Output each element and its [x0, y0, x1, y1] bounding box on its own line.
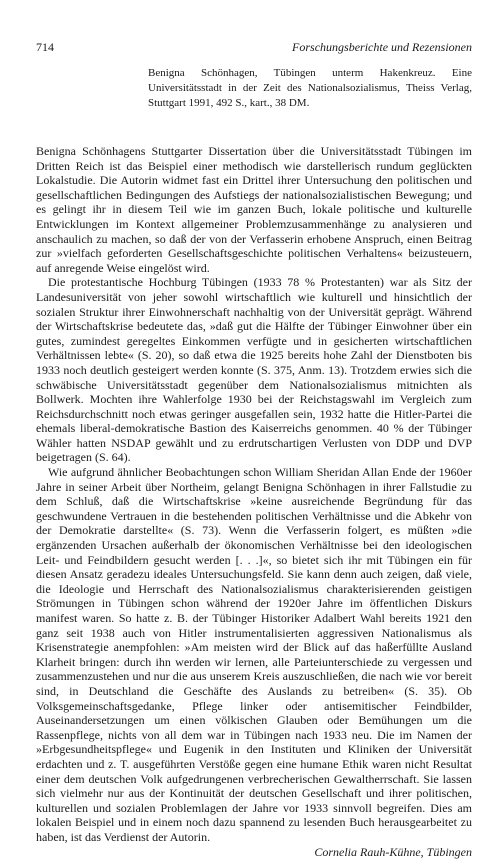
review-body: [36, 144, 472, 859]
bibliographic-entry: Benigna Schönhagen, Tübingen unterm Hakenkreuz. Eine Universitätsstadt in der Zeit des Nationalsozialismus, Theiss Verlag, Stuttgart 1991, 492 S., kart., 38 DM.: [148, 66, 472, 111]
paragraph-1: Benigna Schönhagens Stuttgarter Dissertation über die Universitätsstadt Tübingen im Dritten Reich ist das Beispiel einer methodisch wie darstellerisch rundum geglückten Lokalstudie. Die Autorin widmet fast ein Drittel ihrer Untersuchung den politischen und gesellschaftlichen Bedingungen des Aufstiegs der nationalsozialistischen Bewegung; und es gelingt ihr in diesem Teil wie im ganzen Buch, lokale politische und kulturelle Entwicklungen im Kontext allgemeiner Problemzusammenhänge zu analysieren und anschaulich zu machen, so daß der von der Verfasserin erhobene Anspruch, einen Beitrag zur »vielfach geforderten Gesellschaftsgeschichte politischen Verhaltens« beizusteuern, auf anregende Weise eingelöst wird.: [36, 144, 472, 275]
page-number: 714: [36, 40, 54, 54]
author-signature: Cornelia Rauh-Kühne, Tübingen: [36, 845, 472, 859]
running-head: Forschungsberichte und Rezensionen: [292, 40, 472, 54]
paragraph-2: Die protestantische Hochburg Tübingen (1933 78 % Protestanten) war als Sitz der Landesuniversität von jeher sowohl wirtschaftlich wie kulturell und hinsichtlich der sozialen Struktur ihrer Einwohnerschaft nachhaltig von der Universität geprägt. Während der Wirtschaftskrise bedeutete das, »daß gut die Hälfte der Tübinger Einwohner über ein gutes, zumindest geregeltes Einkommen verfügte und in gesicherten wirtschaftlichen Verhältnissen lebte« (S. 20), so daß etwa die 1925 bereits hohe Zahl der Dienstboten bis 1933 noch deutlich gesteigert werden konnte (S. 375, Anm. 13). Trotzdem erwies sich die schwäbische Universitätsstadt gegenüber dem Nationalsozialismus mitnichten als Bollwerk. Mochten ihre Wahlerfolge 1930 bei der Reichstagswahl im Vergleich zum Reichsdurchschnitt noch etwas geringer ausgefallen sein, 1932 hatte die Hitler-Partei die ehemals liberal-demokratische Bastion des Kaiserreichs genommen. 40 % der Tübinger Wähler hatten NSDAP gewählt und zu erdrutschartigen Verlusten von DDP und DVP beigetragen (S. 64).: [36, 275, 472, 465]
paragraph-3: Wie aufgrund ähnlicher Beobachtungen schon William Sheridan Allan Ende der 1960er Jahre in seiner Arbeit über Northeim, gelangt Benigna Schönhagen in ihrer Fallstudie zu dem Schluß, daß die Wirtschaftskrise »keine ausreichende Begründung für das geschwundene Vertrauen in die bestehenden politischen Verhältnisse und die Abkehr von der Demokratie darstellte« (S. 73). Wenn die Verfasserin folgert, es müßten »die ergänzenden Ursachen außerhalb der ökonomischen Verhältnisse bei den ideologischen Leit- und Feindbildern gesucht werden [. . .]«, so bietet sich ihr mit Tübingen ein für diesen Ansatz geradezu ideales Untersuchungsfeld. Sie kann denn auch zeigen, daß viele, die Ideologie und Herrschaft des Nationalsozialismus charakterisierenden geistigen Strömungen in Tübingen schon während der 1920er Jahre im öffentlichen Diskurs manifest waren. So hatte z. B. der Tübinger Historiker Adalbert Wahl bereits 1921 den ganz seit 1938 auch von Hitler instrumentalisierten aggressiven Nationalismus als Krisenstrategie anempfohlen: »Am meisten wird der Blick auf das haßerfüllte Ausland Klarheit bringen: durch ihn werden wir lernen, alle Parteiunterschiede zu vergessen und zusammenzustehen und nur die aus unserem Kreis auszuschließen, die nach wie vor bereit sind, in Deutschland die Geschäfte des Auslands zu betreiben« (S. 35). Ob Volksgemeinschaftsgedanke, Pflege linker oder antisemitischer Feindbilder, Auseinandersetzungen um einen völkischen Glauben oder Bemühungen um die Rassenpflege, nichts von all dem war in Tübingen nach 1933 neu. Die im Namen der »Erbgesundheitspflege« und Eugenik in den Instituten und Kliniken der Universität erdachten und z. T. ausgeführten Verstöße gegen eine humane Ethik waren nicht Resultat einer dem deutschen Volk aufgedrungenen verbrecherischen Gewaltherrschaft. Sie lassen sich vielmehr nur aus der Kontinuität der deutschen Gesellschaft und ihrer politischen, kulturellen und sozialen Problemlagen der Jahre vor 1933 sinnvoll begreifen. Dies am lokalen Beispiel und in einem noch dazu spannend zu lesenden Buch herausgearbeitet zu haben, ist das Verdienst der Autorin.: [36, 465, 472, 844]
